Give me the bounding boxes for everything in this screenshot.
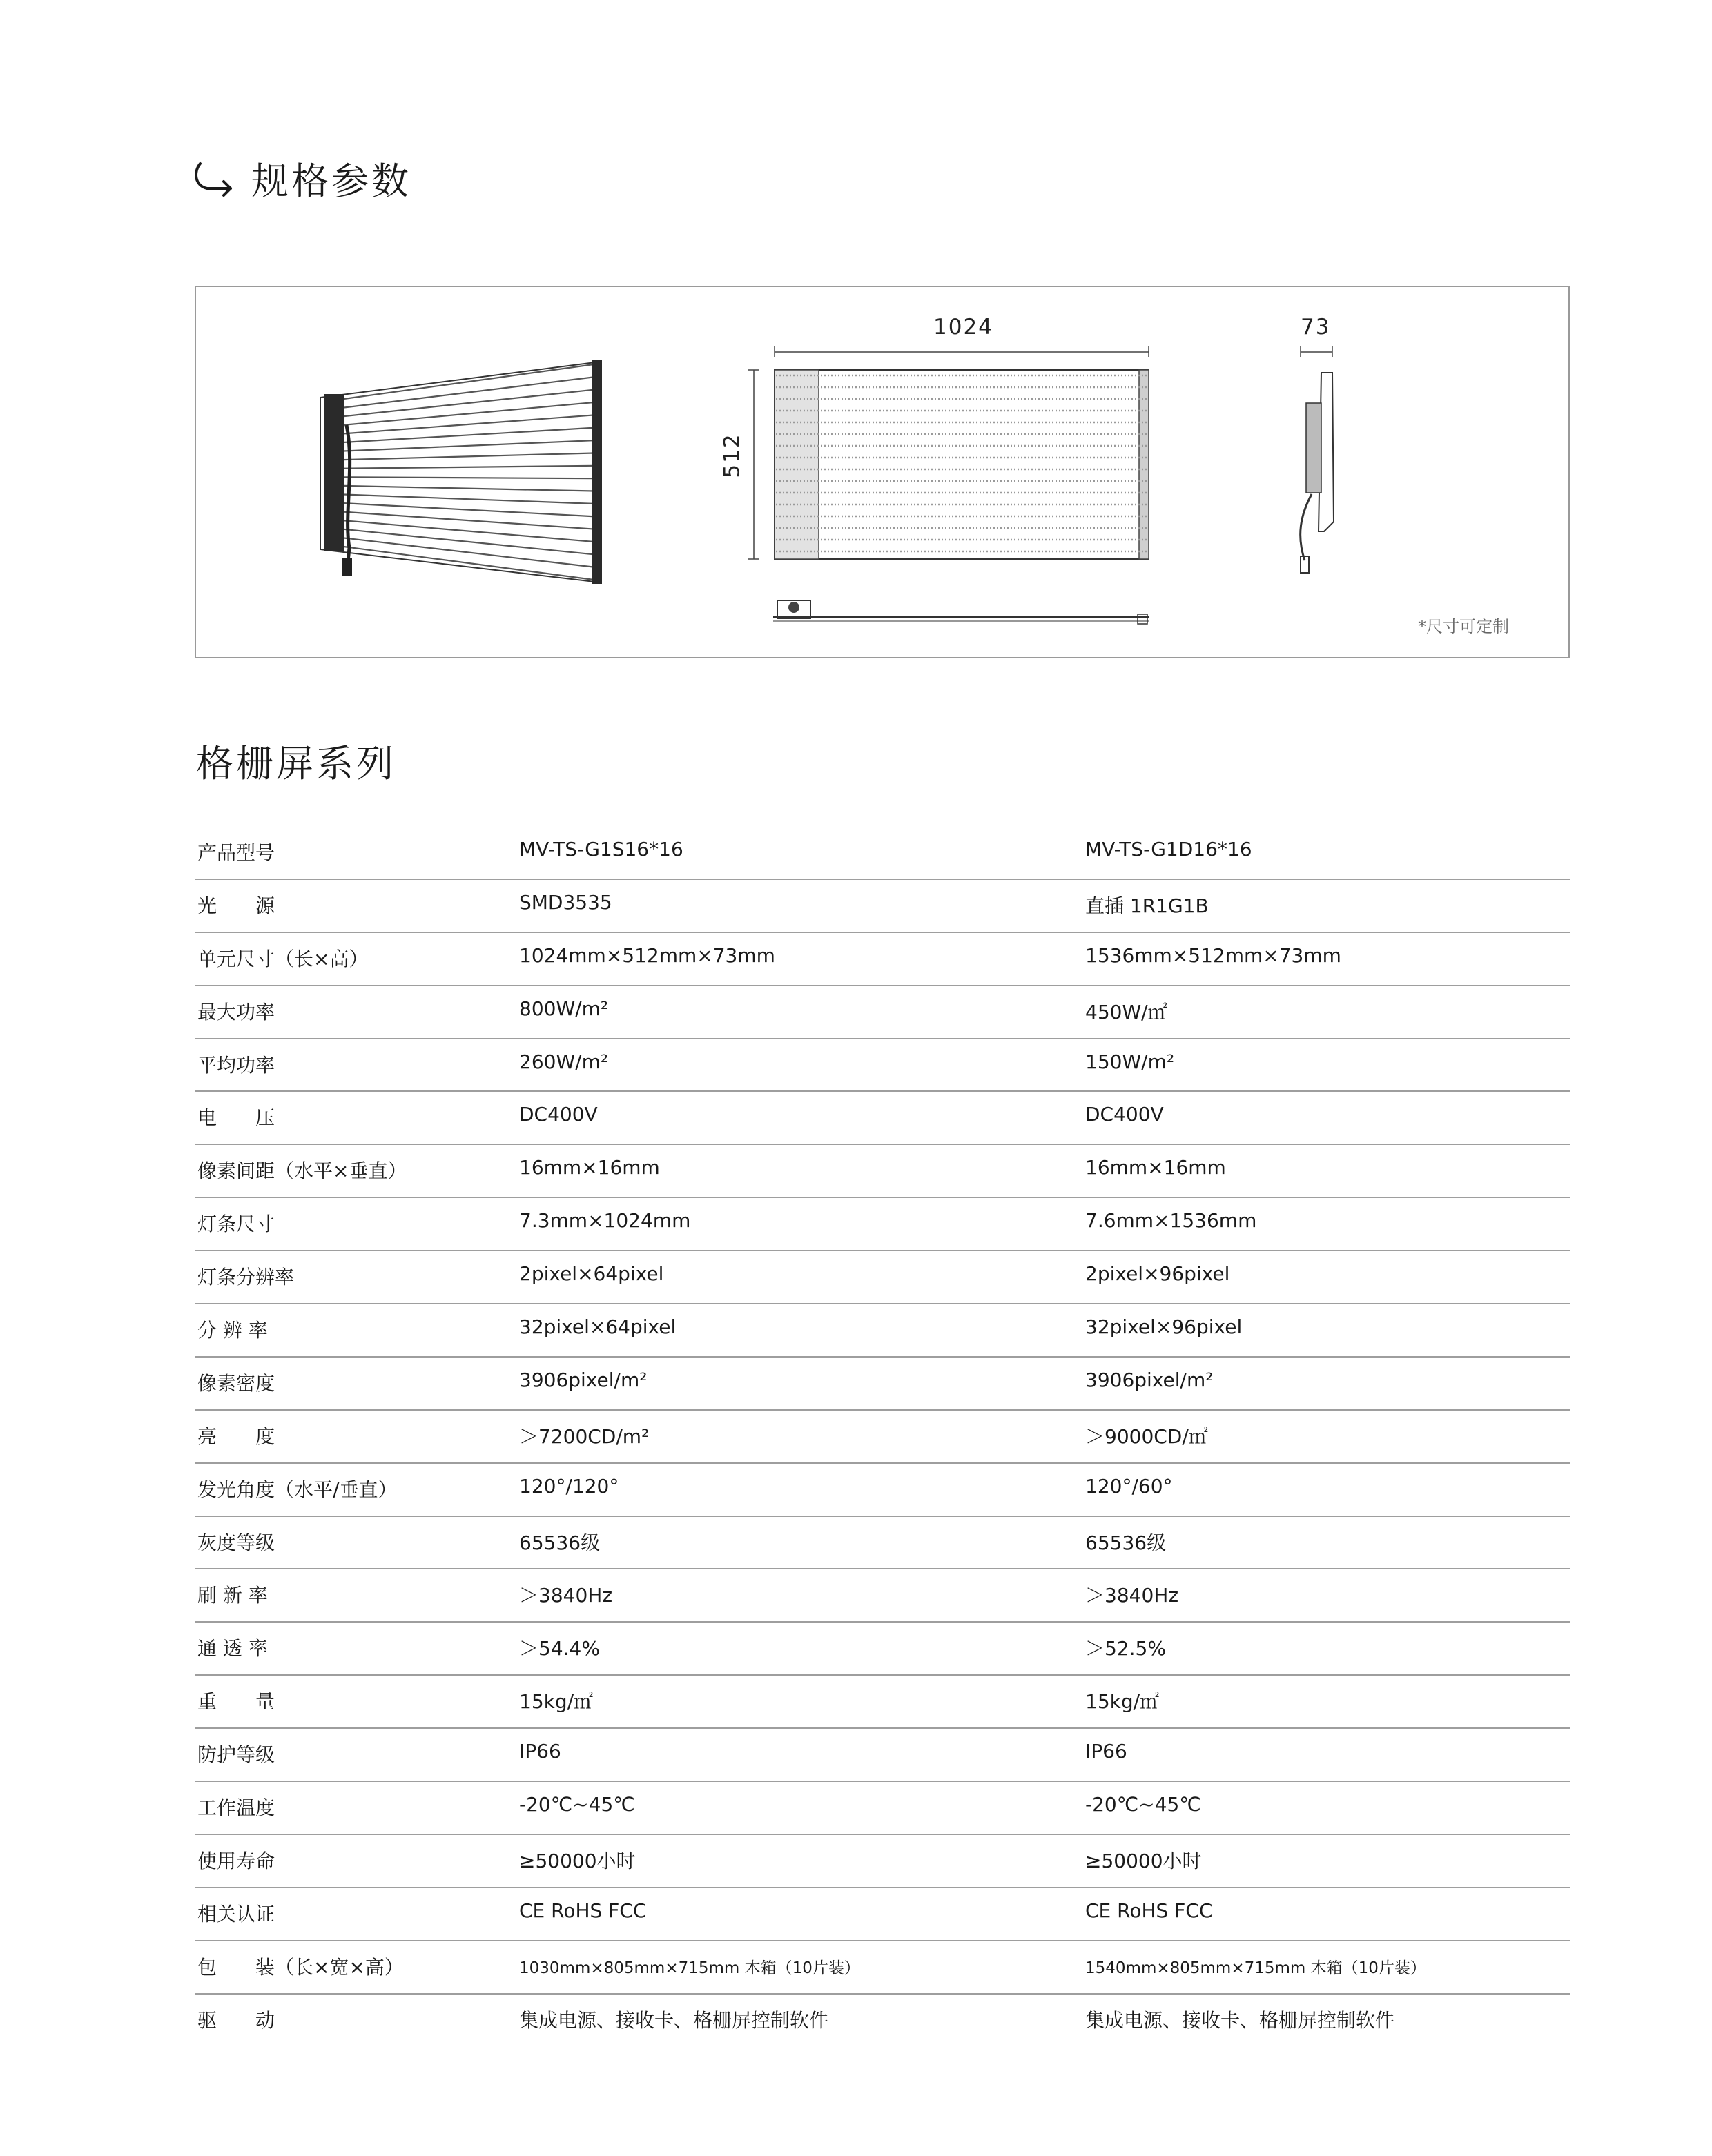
row-label: 像素间距（水平×垂直） xyxy=(197,1159,407,1183)
series-title: 格栅屏系列 xyxy=(196,742,396,785)
model-1-value: ＞7200CD/m² xyxy=(519,1424,650,1448)
row-label: 重 量 xyxy=(197,1690,275,1714)
table-row xyxy=(195,1676,1570,1729)
model-2-value: 120°/60° xyxy=(1085,1474,1173,1498)
model-2-value: ＞3840Hz xyxy=(1085,1584,1179,1607)
dimension-drawing-panel xyxy=(195,286,1570,658)
model-1-value: 1024mm×512mm×73mm xyxy=(519,943,775,967)
model-1-value: 7.3mm×1024mm xyxy=(519,1209,691,1233)
table-row xyxy=(195,1092,1570,1145)
model-1-value: 集成电源、接收卡、格栅屏控制软件 xyxy=(519,2008,829,2032)
table-row xyxy=(195,1623,1570,1676)
model-2-value: 集成电源、接收卡、格栅屏控制软件 xyxy=(1085,2008,1395,2032)
row-label: 驱 动 xyxy=(197,2008,275,2032)
table-row xyxy=(195,1145,1570,1198)
depth-dimension-label: 73 xyxy=(1301,315,1331,340)
model-1-value: 15kg/㎡ xyxy=(519,1690,594,1714)
model-1-value: 2pixel×64pixel xyxy=(519,1262,664,1286)
row-label: 发光角度（水平/垂直） xyxy=(197,1478,398,1501)
table-row xyxy=(195,1304,1570,1358)
table-row xyxy=(195,1888,1570,1941)
table-row xyxy=(195,1995,1570,2048)
model-2-value: 7.6mm×1536mm xyxy=(1085,1209,1257,1233)
spec-table xyxy=(195,827,1570,2047)
customizable-size-note: *尺寸可定制 xyxy=(1418,617,1509,636)
model-2-value: 1536mm×512mm×73mm xyxy=(1085,943,1341,967)
row-label: 防护等级 xyxy=(197,1743,275,1767)
model-2-value: ≥50000小时 xyxy=(1085,1849,1202,1872)
table-row xyxy=(195,880,1570,933)
table-row xyxy=(195,1782,1570,1835)
model-1-value: 32pixel×64pixel xyxy=(519,1315,677,1339)
model-1-value: 1030mm×805mm×715mm 木箱（10片装） xyxy=(519,1959,860,1977)
side-view xyxy=(1301,346,1334,573)
model-2-value: 直插 1R1G1B xyxy=(1085,894,1209,917)
model-2-value: 1540mm×805mm×715mm 木箱（10片装） xyxy=(1085,1959,1426,1977)
table-row xyxy=(195,1198,1570,1251)
model-1-value: SMD3535 xyxy=(519,890,612,914)
table-row xyxy=(195,1729,1570,1782)
curved-arrow-icon xyxy=(191,158,239,199)
row-label: 亮 度 xyxy=(197,1424,275,1448)
table-row xyxy=(195,1517,1570,1570)
row-label: 最大功率 xyxy=(197,1000,275,1023)
row-label: 灰度等级 xyxy=(197,1531,275,1554)
model-2-value: DC400V xyxy=(1085,1103,1164,1126)
model-1-value: MV-TS-G1S16*16 xyxy=(519,838,683,861)
model-2-value: 15kg/㎡ xyxy=(1085,1690,1160,1714)
row-label: 电 压 xyxy=(197,1106,275,1130)
model-1-value: 800W/m² xyxy=(519,997,609,1020)
model-2-value: 450W/㎡ xyxy=(1085,1000,1167,1023)
model-1-value: ＞54.4% xyxy=(519,1637,600,1660)
row-label: 光 源 xyxy=(197,894,275,917)
table-row xyxy=(195,1411,1570,1464)
table-row xyxy=(195,1358,1570,1411)
model-2-value: MV-TS-G1D16*16 xyxy=(1085,838,1252,861)
model-1-value: 65536级 xyxy=(519,1531,601,1554)
model-1-value: 16mm×16mm xyxy=(519,1156,660,1179)
section-header xyxy=(191,152,411,205)
model-1-value: 120°/120° xyxy=(519,1474,619,1498)
row-label: 产品型号 xyxy=(197,841,275,864)
row-label: 灯条分辨率 xyxy=(197,1266,295,1289)
height-dimension-label: 512 xyxy=(719,433,745,478)
table-row xyxy=(195,1569,1570,1623)
section-heading: 规格参数 xyxy=(251,159,411,203)
row-label: 像素密度 xyxy=(197,1371,275,1395)
model-1-value: CE RoHS FCC xyxy=(519,1899,647,1922)
model-2-value: 2pixel×96pixel xyxy=(1085,1262,1230,1286)
model-2-value: CE RoHS FCC xyxy=(1085,1899,1213,1922)
row-label: 灯条尺寸 xyxy=(197,1213,275,1236)
model-2-value: IP66 xyxy=(1085,1740,1127,1763)
model-2-value: 150W/m² xyxy=(1085,1050,1175,1073)
model-1-value: IP66 xyxy=(519,1740,561,1763)
row-label: 刷 新 率 xyxy=(197,1584,268,1607)
row-label: 工作温度 xyxy=(197,1796,275,1820)
width-dimension-label: 1024 xyxy=(933,315,993,340)
model-1-value: -20℃~45℃ xyxy=(519,1793,635,1816)
row-label: 使用寿命 xyxy=(197,1849,275,1872)
bottom-view xyxy=(773,600,1149,624)
model-1-value: ≥50000小时 xyxy=(519,1849,636,1872)
table-row xyxy=(195,1835,1570,1888)
row-label: 相关认证 xyxy=(197,1902,275,1925)
model-2-value: 16mm×16mm xyxy=(1085,1156,1226,1179)
model-2-value: 3906pixel/m² xyxy=(1085,1368,1214,1391)
model-2-value: ＞52.5% xyxy=(1085,1637,1166,1660)
row-label: 单元尺寸（长×高） xyxy=(197,947,369,970)
row-label: 平均功率 xyxy=(197,1053,275,1077)
model-2-value: 65536级 xyxy=(1085,1531,1167,1554)
row-label: 通 透 率 xyxy=(197,1637,268,1660)
model-2-value: -20℃~45℃ xyxy=(1085,1793,1201,1816)
model-1-value: 3906pixel/m² xyxy=(519,1368,648,1391)
product-perspective-view xyxy=(320,360,602,584)
front-view xyxy=(748,346,1149,624)
table-row xyxy=(195,1039,1570,1092)
table-row xyxy=(195,933,1570,986)
table-row xyxy=(195,827,1570,880)
model-1-value: 260W/m² xyxy=(519,1050,609,1073)
row-label: 包 装（长×宽×高） xyxy=(197,1955,404,1979)
model-1-value: ＞3840Hz xyxy=(519,1584,613,1607)
model-2-value: ＞9000CD/㎡ xyxy=(1085,1424,1208,1448)
table-row xyxy=(195,1464,1570,1517)
table-row xyxy=(195,1251,1570,1304)
model-1-value: DC400V xyxy=(519,1103,598,1126)
model-2-value: 32pixel×96pixel xyxy=(1085,1315,1243,1339)
table-row xyxy=(195,1941,1570,1995)
row-label: 分 辨 率 xyxy=(197,1319,268,1342)
table-row xyxy=(195,986,1570,1039)
